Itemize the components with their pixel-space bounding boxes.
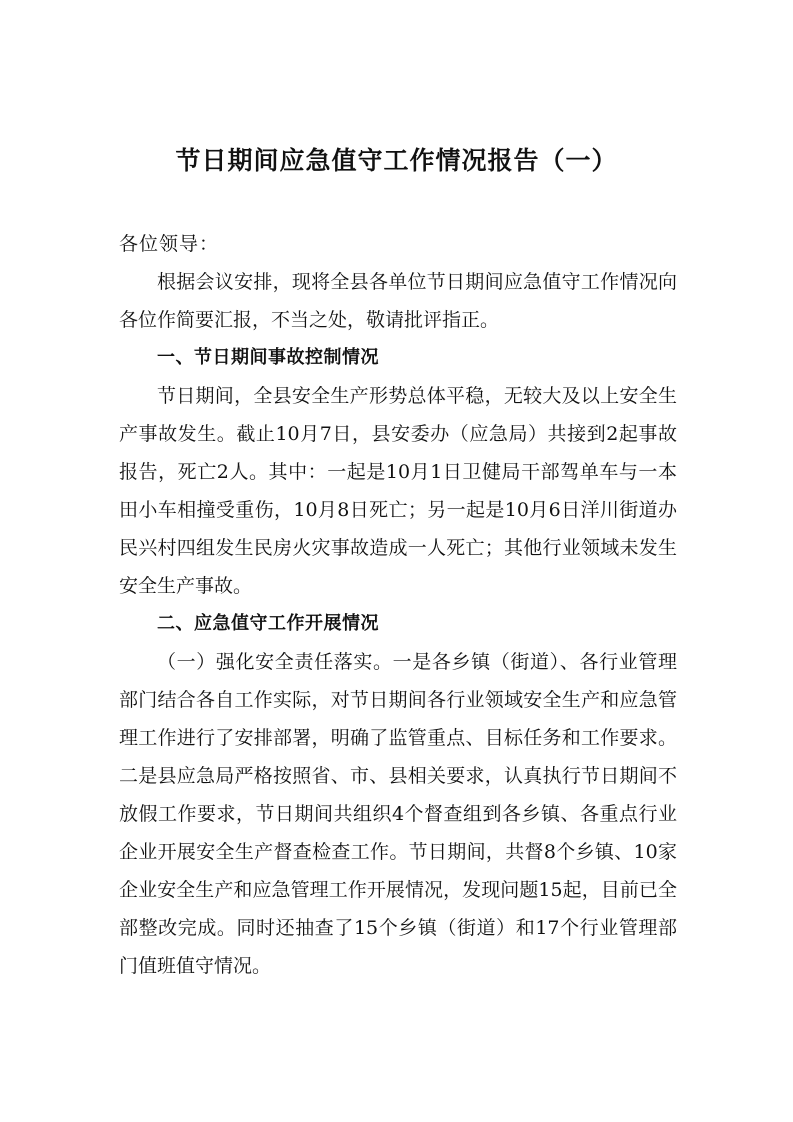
salutation: 各位领导：: [119, 233, 220, 255]
section-heading: 一、节日期间事故控制情况: [157, 347, 379, 368]
intro-paragraph: 根据会议安排，现将全县各单位节日期间应急值守工作情况向各位作简要汇报，不当之处，敬请批评指正。: [119, 271, 677, 331]
section-heading: 二、应急值守工作开展情况: [157, 613, 379, 634]
section-paragraph: （一）强化安全责任落实。一是各乡镇（街道）、各行业管理部门结合各自工作实际，对节日期间各行业领域安全生产和应急管理工作进行了安排部署，明确了监管重点、目标任务和工作要求。二是县应急局严格按照省、市、县相关要求，认真执行节日期间不放假工作要求，节日期间共组织4个督查组到各乡镇、各重点行业企业开展安全生产督查检查工作。节日期间，共督8个乡镇、10家企业安全生产和应急管理工作开展情况，发现问题15起，目前已全部整改完成。同时还抽查了15个乡镇（街道）和17个行业管理部门值班值守情况。: [119, 651, 677, 977]
document-body: [119, 225, 677, 985]
section-paragraph: 节日期间，全县安全生产形势总体平稳，无较大及以上安全生产事故发生。截止10月7日，县安委办（应急局）共接到2起事故报告，死亡2人。其中：一起是10月1日卫健局干部驾单车与一本田小车相撞受重伤，10月8日死亡；另一起是10月6日洋川街道办民兴村四组发生民房火灾事故造成一人死亡；其他行业领域未发生安全生产事故。: [119, 385, 677, 597]
document-title: 节日期间应急值守工作情况报告（一）: [175, 146, 618, 175]
